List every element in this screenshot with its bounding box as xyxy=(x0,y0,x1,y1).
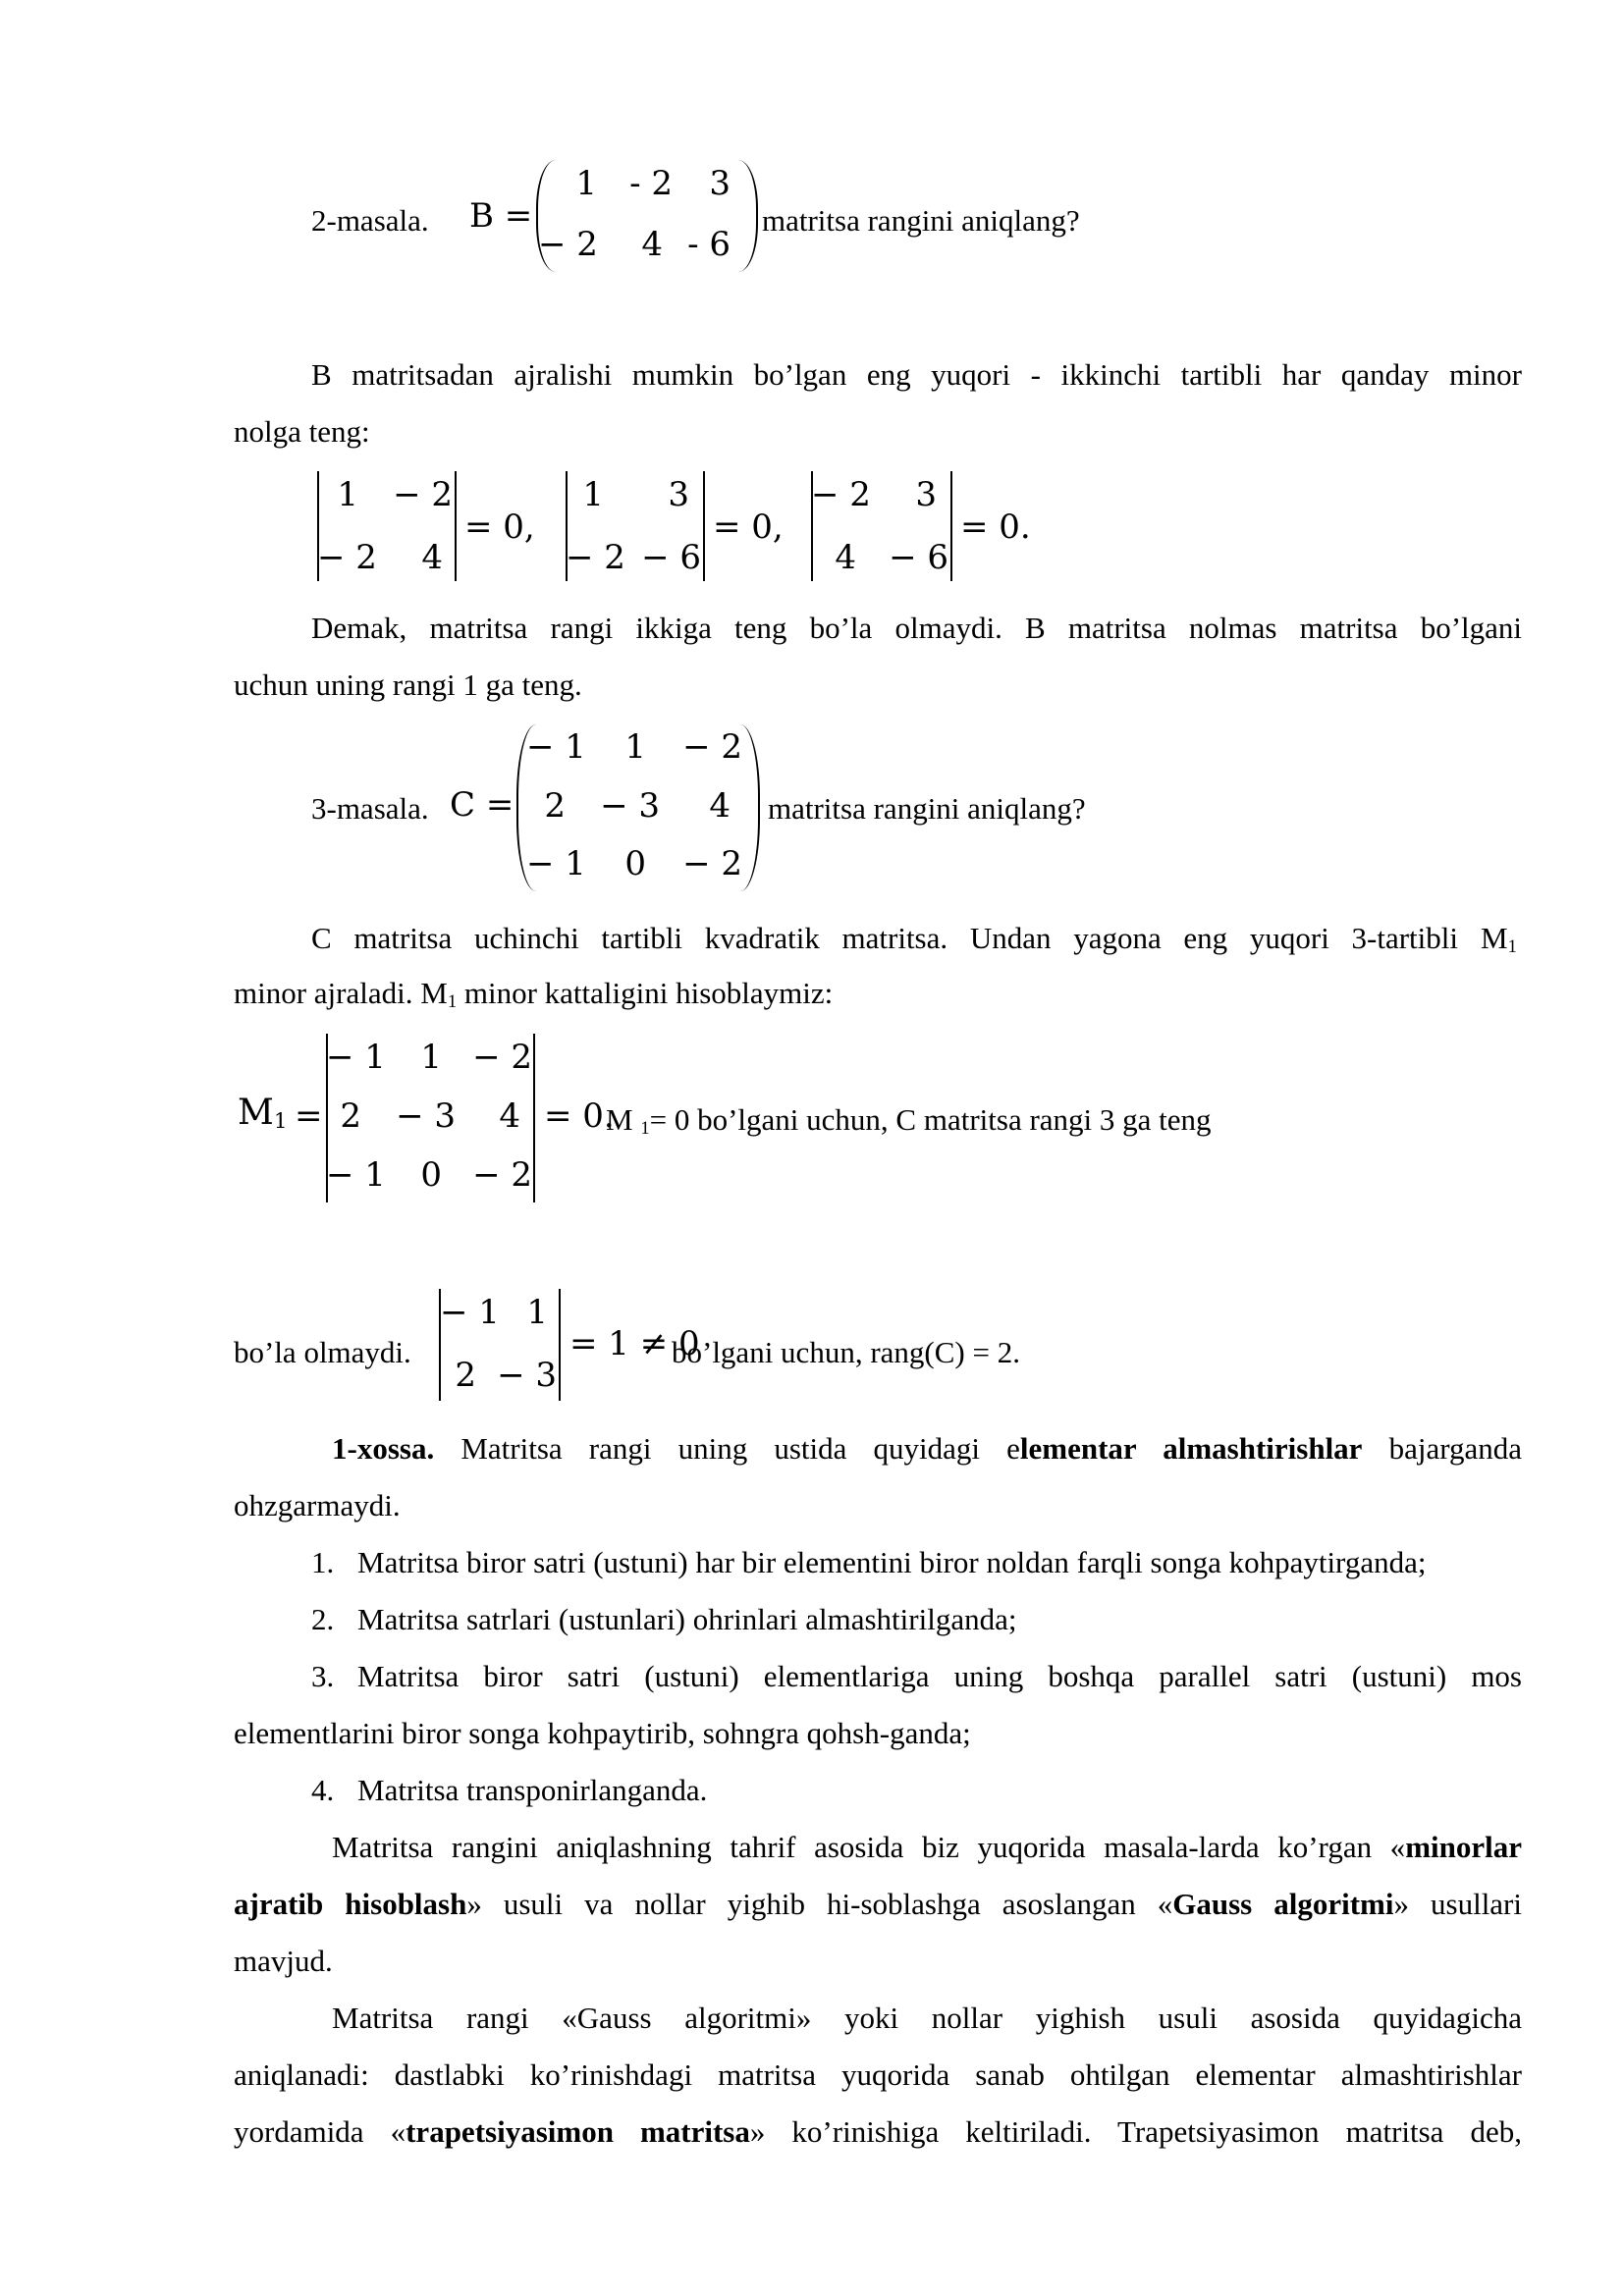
problem3-matrix-name: C = xyxy=(450,785,514,825)
bola-prefix: bo’la olmaydi. xyxy=(234,1335,411,1369)
property-line: 1-xossa. Matritsa rangi uning ustida quyidagi elementar almashtirishlar bajarganda xyxy=(332,1431,1522,1466)
problem3-question: matritsa rangini aniqlang? xyxy=(768,791,1086,826)
list-number: 3. xyxy=(311,1659,335,1693)
paragraph-line: Demak, matritsa rangi ikkiga teng bo’la olmaydi. B matritsa nolmas matritsa bo’lgani xyxy=(311,611,1522,645)
det-cell: − 6 xyxy=(889,538,948,577)
paragraph-line: Matritsa rangini aniqlashning tahrif asosida biz yuqorida masala-larda ko’rgan «minorlar xyxy=(332,1830,1522,1864)
det-cell: 3 xyxy=(915,475,937,514)
minor-result: = 1 ≠ 0 xyxy=(569,1324,700,1363)
det-cell: − 1 xyxy=(326,1155,386,1195)
list-item: Matritsa satrlari (ustunlari) ohrinlari almashtirilganda; xyxy=(357,1602,1017,1636)
list-number: 1. xyxy=(311,1545,335,1579)
matrix-cell: - 2 xyxy=(629,164,673,203)
paragraph-line: Matritsa rangi «Gauss algoritmi» yoki nollar yighish usuli asosida quyidagicha xyxy=(332,2001,1522,2035)
paragraph-line: mavjud. xyxy=(234,1944,333,1978)
det-cell: − 1 xyxy=(326,1038,386,1077)
list-item: Matritsa biror satri (ustuni) har bir elementini biror noldan farqli songa kohpaytirganda; xyxy=(357,1545,1427,1579)
list-number: 4. xyxy=(311,1773,335,1807)
det-cell: 1 xyxy=(582,475,604,514)
det-cell: 4 xyxy=(421,538,443,577)
paragraph-line: minor ajraladi. $M_1$ minor kattaligini hisoblaymiz: xyxy=(234,976,834,1012)
matrix-cell: 0 xyxy=(624,844,646,883)
m1-label: $M_1$ xyxy=(1481,921,1517,957)
det-cell: − 2 xyxy=(811,475,871,514)
det-cell: 0 xyxy=(420,1155,442,1195)
list-item: Matritsa transponirlanganda. xyxy=(357,1773,708,1807)
matrix-cell: − 1 xyxy=(526,844,586,883)
list-item: Matritsa biror satri (ustuni) elementlariga uning boshqa parallel satri (ustuni) mos xyxy=(357,1659,1522,1693)
det-cell: − 3 xyxy=(497,1356,557,1395)
det-result: = 0, xyxy=(464,507,535,547)
det-bar xyxy=(950,471,952,581)
det-m1-after: M $_1$= 0 bo’lgani uchun, C matritsa rangi 3 ga teng xyxy=(606,1102,1212,1139)
matrix-cell: 1 xyxy=(575,164,597,203)
det-m1-name: $M_1$ xyxy=(238,1093,288,1134)
det-cell: − 2 xyxy=(317,538,377,577)
problem2-label: 2-masala. xyxy=(311,203,429,238)
det-cell: 1 xyxy=(420,1038,442,1077)
det-cell: − 2 xyxy=(472,1038,532,1077)
det-bar xyxy=(533,1034,535,1202)
matrix-cell: 3 xyxy=(709,164,731,203)
det-cell: 2 xyxy=(340,1096,361,1136)
matrix-cell: − 1 xyxy=(526,727,586,767)
problem3-label: 3-masala. xyxy=(311,791,429,826)
det-m1-result: = 0. xyxy=(544,1096,615,1136)
det-cell: − 2 xyxy=(472,1155,532,1195)
paragraph-line: uchun uning rangi 1 ga teng. xyxy=(234,667,582,702)
det-m1-eq: = xyxy=(295,1096,323,1136)
det-cell: 4 xyxy=(499,1096,520,1136)
paragraph-line: B matritsadan ajralishi mumkin bo’lgan eng yuqori - ikkinchi tartibli har qanday minor xyxy=(311,357,1522,392)
list-number: 2. xyxy=(311,1602,335,1636)
det-result: = 0. xyxy=(960,507,1031,547)
det-bar xyxy=(703,471,705,581)
det-bar xyxy=(559,1289,561,1401)
det-cell: 3 xyxy=(668,475,689,514)
paragraph-line: aniqlanadi: dastlabki ko’rinishdagi matritsa yuqorida sanab ohtilgan elementar almashtirishlar xyxy=(234,2057,1522,2092)
matrix-cell: − 2 xyxy=(682,727,742,767)
paragraph-line: nolga teng: xyxy=(234,414,370,449)
det-cell: − 2 xyxy=(393,475,453,514)
property-line: ohzgarmaydi. xyxy=(234,1488,401,1522)
det-cell: 2 xyxy=(455,1356,476,1395)
paragraph-line: ajratib hisoblash» usuli va nollar yighib hi-soblashga asoslangan «Gauss algoritmi» usullari xyxy=(234,1887,1522,1921)
det-cell: 4 xyxy=(835,538,856,577)
right-paren xyxy=(740,724,760,891)
det-result: = 0, xyxy=(713,507,784,547)
paragraph-line: C matritsa uchinchi tartibli kvadratik matritsa. Undan yagona eng yuqori 3-tartibli xyxy=(311,921,1458,955)
det-cell: 1 xyxy=(526,1293,548,1332)
det-cell: − 2 xyxy=(566,538,625,577)
matrix-cell: 2 xyxy=(544,786,566,826)
matrix-cell: 4 xyxy=(709,786,731,826)
matrix-cell: − 2 xyxy=(682,844,742,883)
matrix-cell: − 3 xyxy=(600,786,660,826)
det-cell: − 1 xyxy=(440,1293,500,1332)
matrix-cell: 1 xyxy=(624,727,646,767)
bola-suffix: bo’lgani uchun, rang(C) = 2. xyxy=(672,1335,1020,1369)
det-bar xyxy=(455,471,457,581)
right-paren xyxy=(738,160,758,272)
matrix-cell: - 6 xyxy=(687,225,731,264)
list-item-continued: elementlarini biror songa kohpaytirib, sohngra qohsh-ganda; xyxy=(234,1716,971,1750)
matrix-cell: − 2 xyxy=(538,225,598,264)
det-cell: 1 xyxy=(337,475,358,514)
det-cell: − 3 xyxy=(396,1096,456,1136)
problem2-question: matritsa rangini aniqlang? xyxy=(762,203,1080,238)
det-cell: − 6 xyxy=(641,538,701,577)
matrix-cell: 4 xyxy=(641,225,663,264)
paragraph-line: yordamida «trapetsiyasimon matritsa» ko’rinishiga keltiriladi. Trapetsiyasimon matritsa deb, xyxy=(234,2114,1522,2149)
problem2-matrix-name: B = xyxy=(469,196,533,236)
